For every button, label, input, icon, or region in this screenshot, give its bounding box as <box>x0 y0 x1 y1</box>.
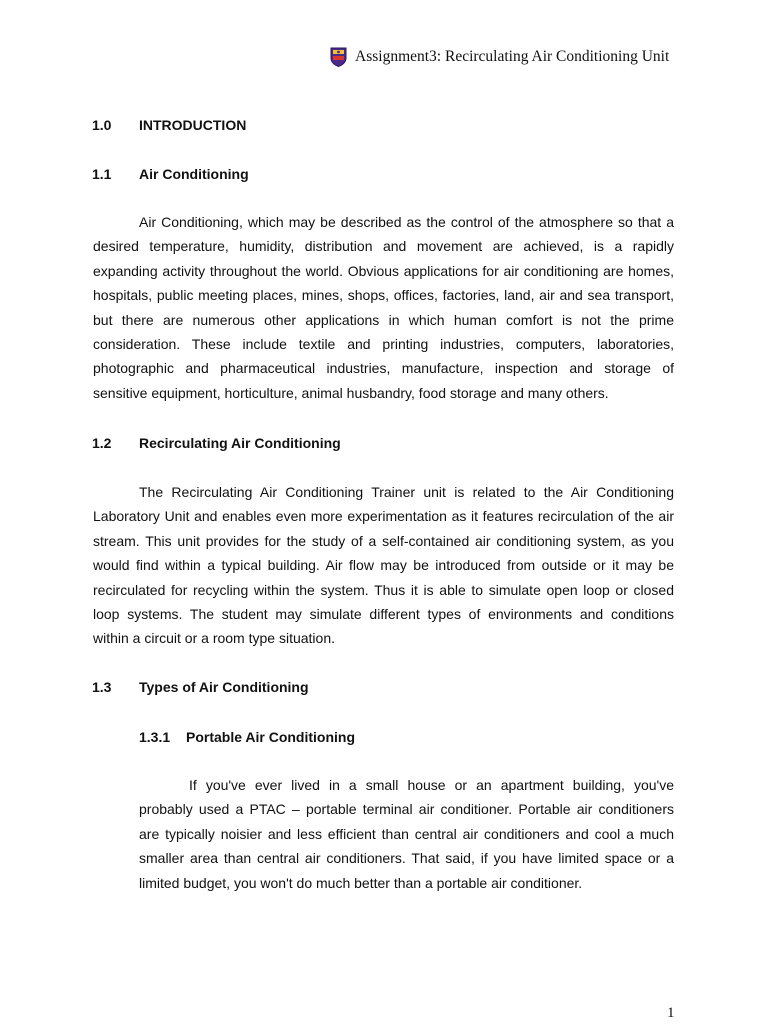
subsection-number: 1.3.1 <box>139 729 171 745</box>
university-crest-icon <box>330 47 347 67</box>
section-title: Types of Air Conditioning <box>139 679 309 695</box>
paragraph-line: stream. This unit provides for the study of a self-contained air conditioning system, as you <box>93 532 674 549</box>
paragraph-line: consideration. These include textile and printing industries, computers, laboratories, <box>93 335 674 352</box>
paragraph-line: The Recirculating Air Conditioning Trainer unit is related to the Air Conditioning <box>139 484 674 500</box>
paragraph-line: loop systems. The student may simulate different types of environments and conditions <box>93 605 674 622</box>
paragraph-line: probably used a PTAC – portable terminal air conditioner. Portable air conditioners <box>139 801 674 818</box>
section-number: 1.3 <box>92 679 112 695</box>
section-number: 1.2 <box>92 435 112 451</box>
paragraph-line: limited budget, you won't do much better than a portable air conditioner. <box>139 874 583 891</box>
header-title: Assignment3: Recirculating Air Conditioning Unit <box>355 48 670 65</box>
paragraph-recirculating-air-conditioning <box>93 480 674 651</box>
page-number: 1 <box>667 1005 675 1021</box>
paragraph-air-conditioning <box>93 210 674 405</box>
paragraph-line: hospitals, public meeting places, mines, shops, offices, factories, land, air and sea transport, <box>93 287 674 304</box>
page-header <box>330 47 669 67</box>
section-title: INTRODUCTION <box>139 117 247 133</box>
paragraph-portable-air-conditioning <box>139 773 674 895</box>
paragraph-line: are typically noisier and less efficient than central air conditioners and cool a much <box>139 825 674 842</box>
paragraph-line: photographic and pharmaceutical industries, manufacture, inspection and storage of <box>93 360 674 377</box>
paragraph-line: If you've ever lived in a small house or an apartment building, you've <box>189 777 674 793</box>
paragraph-line: would find within a typical building. Air flow may be introduced from outside or it may be <box>93 557 674 574</box>
paragraph-line: desired temperature, humidity, distribution and movement are achieved, is a rapidly <box>93 238 674 255</box>
paragraph-line: sensitive equipment, horticulture, animal husbandry, food storage and many others. <box>93 384 609 401</box>
paragraph-line: expanding activity throughout the world. Obvious applications for air conditioning are homes, <box>93 262 674 279</box>
paragraph-line: smaller area than central air conditioners. That said, if you have limited space or a <box>139 850 674 867</box>
section-number: 1.1 <box>92 166 112 182</box>
section-title: Recirculating Air Conditioning <box>139 435 341 451</box>
paragraph-line: but there are numerous other applications in which human comfort is not the prime <box>93 311 674 328</box>
paragraph-line: Air Conditioning, which may be described as the control of the atmosphere so that a <box>139 214 674 230</box>
paragraph-line: Laboratory Unit and enables even more experimentation as it features recirculation of the air <box>93 508 674 525</box>
paragraph-line: within a circuit or a room type situation. <box>93 630 335 647</box>
subsection-title: Portable Air Conditioning <box>186 729 356 745</box>
section-title: Air Conditioning <box>139 166 249 182</box>
paragraph-line: recirculated for recycling within the system. Thus it is able to simulate open loop or closed <box>93 581 674 598</box>
section-number: 1.0 <box>92 117 112 133</box>
